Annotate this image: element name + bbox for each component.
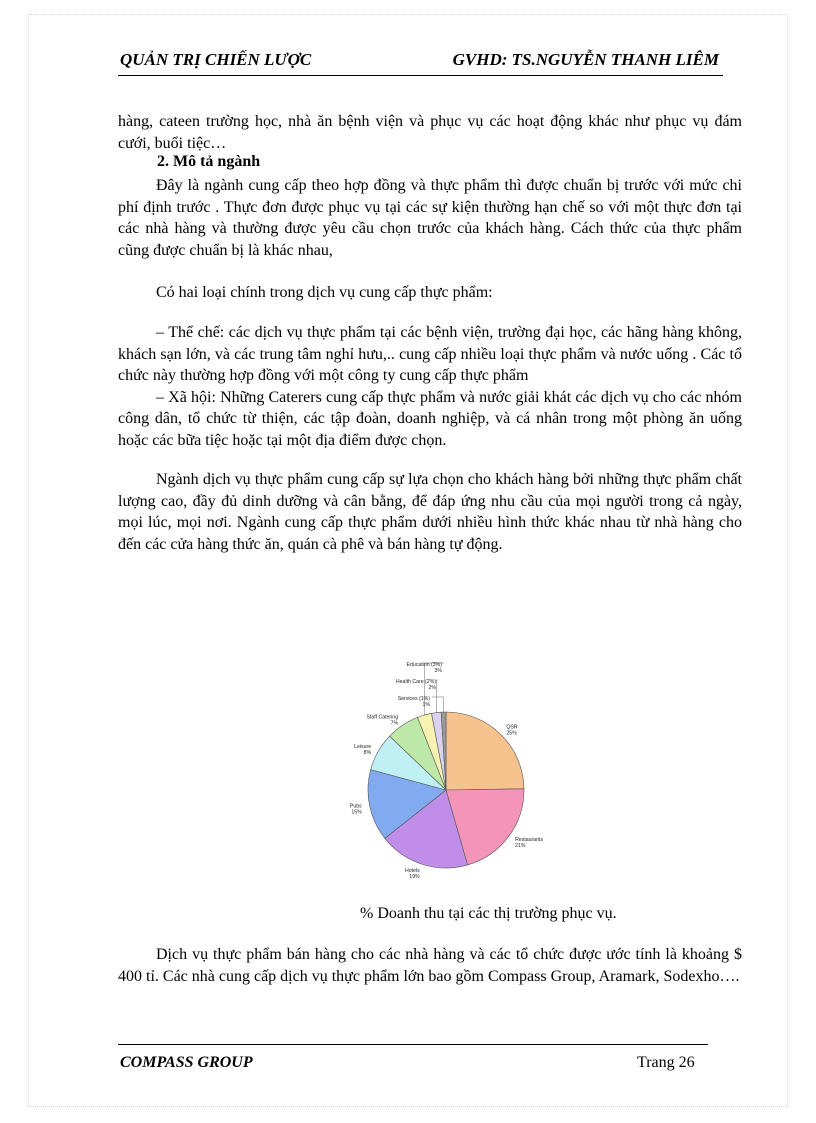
market-revenue-pie-chart <box>345 650 545 890</box>
leader-line <box>432 697 444 712</box>
footer-page-number: Trang 26 <box>637 1054 695 1071</box>
description-paragraph <box>118 175 742 261</box>
types-intro-text: Có hai loại chính trong dịch vụ cung cấp thực phẩm: <box>156 284 493 301</box>
leader-line <box>436 680 438 713</box>
market-size-text: Dịch vụ thực phẩm bán hàng cho các nhà hàng và các tổ chức được ước tính là khoảng $ 400 tỉ. Các nhà cung cấp dịch vụ thực phẩm lớn bao gồm Compass Group, Aramark, Sodexho…. <box>118 946 742 985</box>
slice-value-label: 2% <box>428 685 436 691</box>
intro-paragraph <box>118 111 742 154</box>
footer-rule <box>118 1044 708 1045</box>
slice-label: QSR <box>506 724 518 731</box>
pie-chart-svg <box>345 650 545 890</box>
slice-label: Leisure <box>354 743 372 750</box>
slice-label: Pubs <box>349 803 362 810</box>
slice-value-label: 15% <box>351 809 362 816</box>
slice-label: Health Care (2%) <box>395 679 436 685</box>
slice-value-label: 19% <box>409 873 420 880</box>
slice-label: Staff Catering <box>366 714 399 721</box>
intro-text: hàng, cateen trường học, nhà ăn bệnh viện và phục vụ các hoạt động khác như phục vụ đám cưới, buổi tiệc… <box>118 113 742 152</box>
slice-label: Restaurants <box>515 837 544 844</box>
chart-caption: % Doanh thu tại các thị trường phục vụ. <box>360 905 617 922</box>
slice-label: Education (3%) <box>406 662 442 668</box>
bullet-institutional: – Thể chế: các dịch vụ thực phẩm tại các bệnh viện, trường đại học, các hãng hàng không, khách sạn lớn, và các trung tâm nghỉ hưu,.. cung cấp nhiều loại thực phẩm và nước uống . Các tổ chức này thường hợp đồng với một công ty cung cấp thực phẩm <box>118 324 742 384</box>
market-size-paragraph <box>118 944 742 987</box>
slice-value-label: 7% <box>390 720 399 727</box>
bullet-social: – Xã hội: Những Caterers cung cấp thực phẩm và nước giải khát các dịch vụ cho các nhóm công dân, tổ chức từ thiện, các tập đoàn, doanh nghiệp, và cá nhân trong một phòng ăn uống hoặc các bữa tiệc hoặc tại một địa điểm được chọn. <box>118 388 742 449</box>
header-course-title: QUẢN TRỊ CHIẾN LƯỢC <box>120 50 312 69</box>
footer-company: COMPASS GROUP <box>120 1054 253 1071</box>
slice-value-label: 3% <box>434 668 442 674</box>
slice-value-label: 25% <box>506 730 517 737</box>
bullet-list <box>118 322 742 451</box>
slice-value-label: 8% <box>363 749 372 756</box>
industry-text: Ngành dịch vụ thực phẩm cung cấp sự lựa chọn cho khách hàng bởi những thực phẩm chất lượng cao, đầy đủ dinh dưỡng và cân bằng, để đáp ứng nhu cầu của mọi người trong cả ngày, mọi lúc, mọi nơi. Ngành cung cấp thực phẩm dưới nhiều hình thức khác nhau từ nhà hàng cho đến các cửa hàng thức ăn, quán cà phê và bán hàng tự động. <box>118 471 742 553</box>
section-heading: 2. Mô tả ngành <box>157 153 261 170</box>
slice-label: Hotels <box>404 867 420 874</box>
slice-value-label: 21% <box>515 843 526 850</box>
industry-paragraph <box>118 469 742 555</box>
description-text: Đây là ngành cung cấp theo hợp đồng và thực phẩm thì được chuẩn bị trước với mức chi phí định trước . Thực đơn được phục vụ tại các sự kiện thường hạn chế so với một thực đơn tại các nhà hàng và thường được yêu cầu chọn trước của khách hàng. Cách thức của thực phẩm cũng được chuẩn bị là khác nhau, <box>118 177 742 259</box>
pie-slice-qsr <box>446 712 524 790</box>
slice-value-label: 1% <box>422 702 430 708</box>
header-instructor: GVHD: TS.NGUYỄN THANH LIÊM <box>452 50 719 69</box>
slice-label: Services (1%) <box>397 696 430 702</box>
page-header <box>118 48 723 76</box>
types-intro-paragraph <box>118 282 742 304</box>
